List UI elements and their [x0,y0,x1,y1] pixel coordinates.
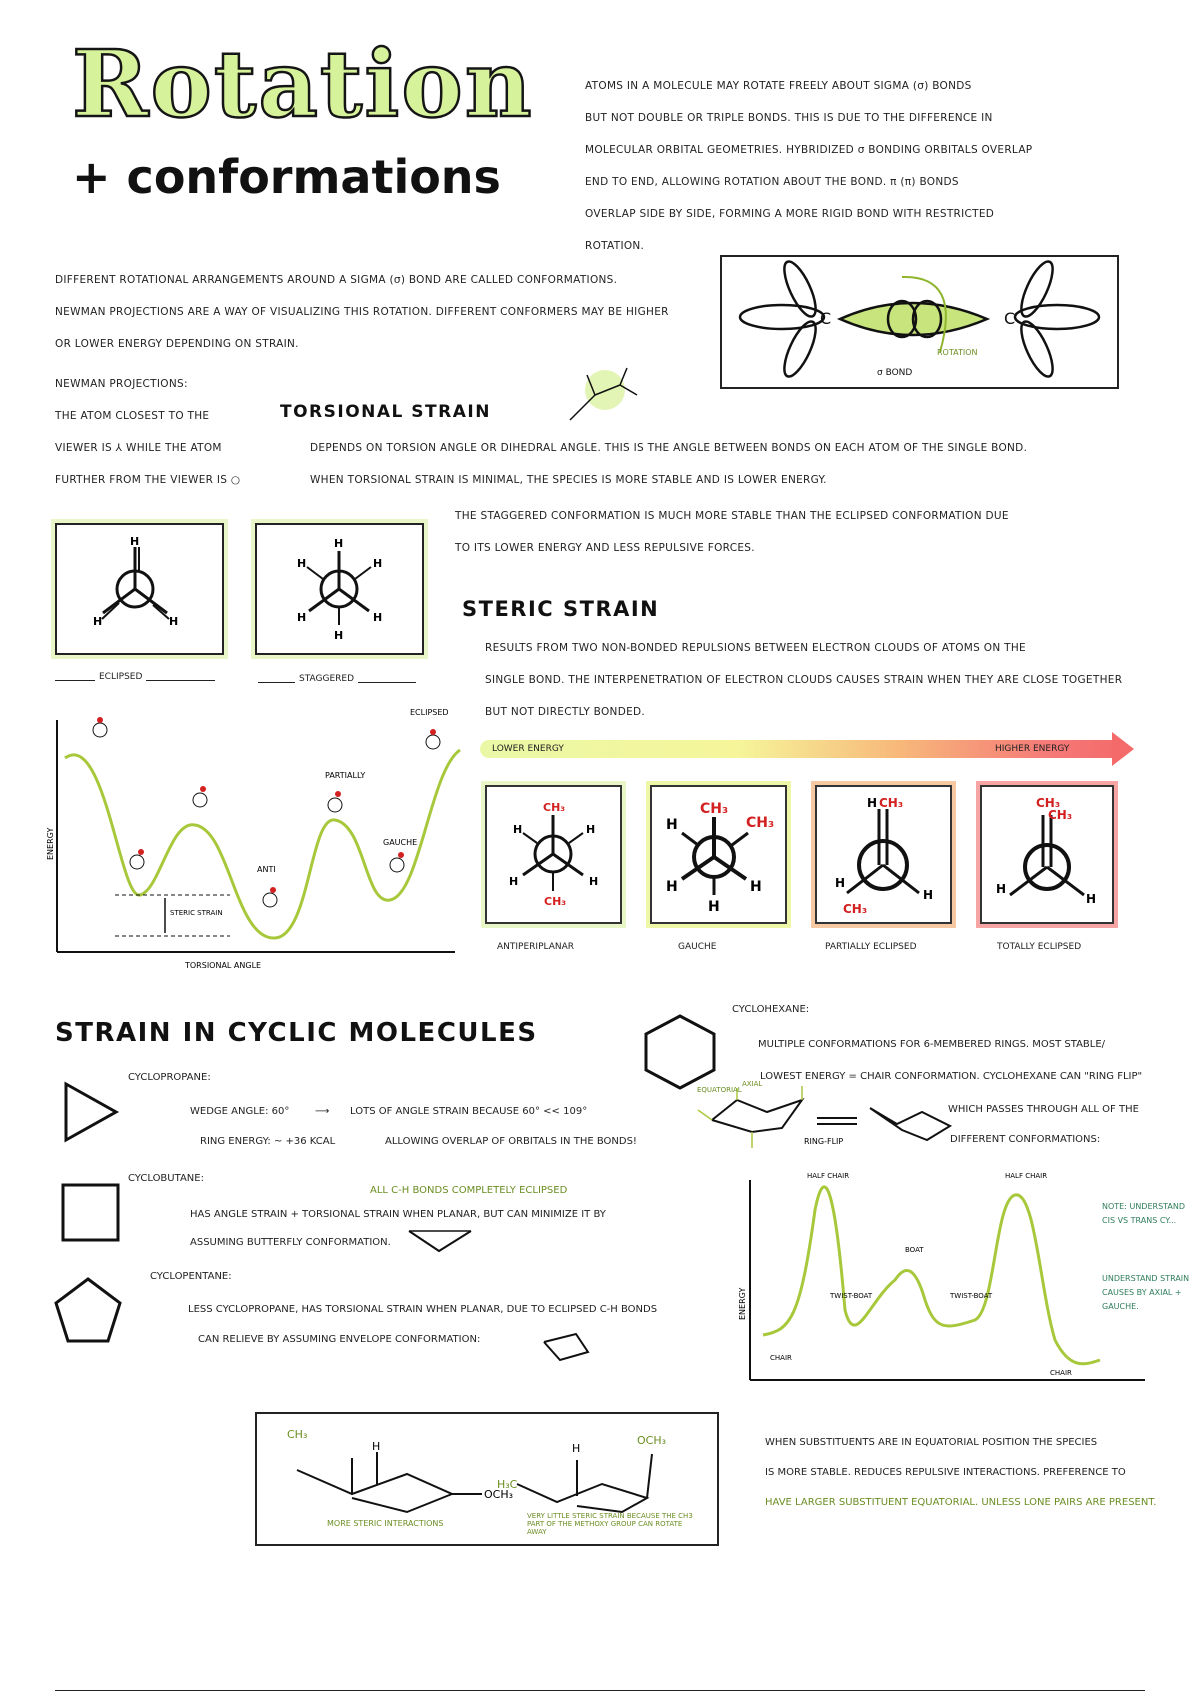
mini-newman-icon [193,786,207,807]
intro-line: OVERLAP SIDE BY SIDE, FORMING A MORE RIGID BOND WITH RESTRICTED [585,208,995,220]
cyclopropane-angle: WEDGE ANGLE: 60° [190,1106,290,1117]
cyclohexane-energy-diagram [738,1170,1150,1385]
atom-h: H [93,615,103,628]
highlight-blob [585,370,625,410]
cyclohexane-title: CYCLOHEXANE: [732,1004,810,1015]
atom-h: H [1086,892,1097,906]
sigma-bond-label: σ BOND [877,368,913,378]
twist-boat-label: TWIST-BOAT [950,1292,993,1300]
steric-heading: STERIC STRAIN [462,597,660,621]
square-shape [63,1185,118,1240]
conformation-line: NEWMAN PROJECTIONS ARE A WAY OF VISUALIZING THIS ROTATION. DIFFERENT CONFORMERS MAY BE HIGHER [55,306,669,318]
steric-line: RESULTS FROM TWO NON-BONDED REPULSIONS BETWEEN ELECTRON CLOUDS OF ATOMS ON THE [485,642,1026,654]
cyclobutane-line: HAS ANGLE STRAIN + TORSIONAL STRAIN WHEN PLANAR, BUT CAN MINIMIZE IT BY [190,1209,606,1220]
half-chair-label: HALF CHAIR [1005,1172,1048,1180]
mini-newman-icon [263,887,277,907]
newman-eclipsed-box [55,523,224,655]
methyl-label: CH₃ [543,801,566,814]
rotation-label: ROTATION [937,348,978,357]
cyclohexane-line: MULTIPLE CONFORMATIONS FOR 6-MEMBERED RINGS. MOST STABLE/ [758,1039,1106,1050]
methyl-label: CH₃ [700,801,729,817]
atom-h: H [169,615,179,628]
substituent-line: WHEN SUBSTITUENTS ARE IN EQUATORIAL POSITION THE SPECIES [765,1437,1098,1448]
more-steric-label: MORE STERIC INTERACTIONS [327,1519,444,1528]
atom-h: H [666,817,678,833]
atom-h: H [750,879,762,895]
torsional-line: TO ITS LOWER ENERGY AND LESS REPULSIVE FORCES. [455,542,755,554]
boat-label: BOAT [905,1246,924,1254]
partially-label: PARTIALLY [325,771,366,780]
ethane-sawhorse-sketch [555,360,645,430]
atom-h: H [372,1440,381,1453]
butane-energy-diagram [45,700,460,970]
mini-newman-icon [93,717,107,737]
equatorial-bond [698,1110,712,1120]
cyclopentane-line: LESS CYCLOPROPANE, HAS TORSIONAL STRAIN WHEN PLANAR, DUE TO ECLIPSED C-H BONDS [188,1304,658,1315]
och3-axial-label: OCH₃ [637,1434,667,1447]
atom-h: H [666,879,678,895]
equatorial-label: EQUATORIAL [697,1086,742,1094]
newman-totally-eclipsed-svg [982,787,1112,922]
atom-h: H [334,537,344,550]
axial-gauche-note: UNDERSTAND STRAIN CAUSES BY AXIAL + GAUCHE. [1102,1274,1190,1311]
y-axis-label: ENERGY [738,1287,747,1320]
orbital-lobe [778,258,821,321]
conformer-label: ANTIPERIPLANAR [497,942,575,952]
cyclohexane-line: DIFFERENT CONFORMATIONS: [950,1134,1101,1145]
energy-curve [763,1187,1100,1364]
bond-line [682,833,698,845]
atom-h: H [572,1442,581,1455]
atom-h: H [513,823,523,836]
carbon-label: C [820,309,832,328]
square-icon [60,1182,122,1244]
orbital-diagram-svg [722,257,1117,387]
bond-line [1047,867,1084,895]
torsional-paragraph-2 [455,500,1175,564]
cyclobutane-note: ALL C-H BONDS COMPLETELY ECLIPSED [370,1185,568,1196]
newman-staggered-box [255,523,424,655]
chair-line [517,1484,647,1512]
atom-h: H [996,882,1007,896]
substituted-cyclohexane-box [255,1412,719,1546]
envelope-shape-icon [540,1330,592,1365]
methyl-label: CH₃ [1048,808,1073,822]
torsional-line: DEPENDS ON TORSION ANGLE OR DIHEDRAL ANGLE. THIS IS THE ANGLE BETWEEN BONDS ON EACH ATOM OF THE SINGLE BOND. [310,442,1028,454]
atom-h: H [373,611,383,624]
newman-description [55,400,265,496]
butterfly-shape-icon [405,1225,475,1255]
atom-h: H [835,876,846,890]
chair-line [712,1100,802,1132]
orbital-diagram [720,255,1119,389]
intro-line: END TO END, ALLOWING ROTATION ABOUT THE BOND. π (π) BONDS [585,176,959,188]
chair-line [297,1470,452,1512]
newman-line: VIEWER IS ⅄ WHILE THE ATOM [55,442,222,454]
bond-line [1010,867,1047,895]
substituent-paragraph [765,1428,1185,1518]
atom-h: H [589,875,599,888]
little-steric-wrapper [527,1512,697,1544]
triangle-shape [66,1084,116,1140]
intro-paragraph [585,70,1145,262]
conformer-label: GAUCHE [678,942,717,952]
atom-h: H [708,899,720,915]
ch3-axial-label: CH₃ [287,1428,308,1441]
newman-heading: NEWMAN PROJECTIONS: [55,378,188,390]
little-steric-label: VERY LITTLE STERIC STRAIN BECAUSE THE CH3 PART OF THE METHOXY GROUP CAN ROTATE AWAY [527,1512,693,1536]
methyl-label: CH₃ [746,815,775,831]
newman-antiperiplanar-svg [487,787,620,922]
atom-h: H [509,875,519,888]
intro-line: ATOMS IN A MOLECULE MAY ROTATE FREELY ABOUT SIGMA (σ) BONDS [585,80,972,92]
chair-label: CHAIR [770,1354,792,1362]
x-axis-label: TORSIONAL ANGLE [185,961,262,970]
bond-line [570,395,595,420]
cyclobutane-title: CYCLOBUTANE: [128,1173,204,1184]
pentagon-shape [56,1279,120,1341]
orbital-lobe [1015,258,1058,321]
hexagon-shape [646,1016,714,1088]
cyclopropane-energy: RING ENERGY: ~ +36 KCAL [200,1136,336,1147]
newman-antiperiplanar [485,785,622,924]
methyl-label: CH₃ [544,895,567,908]
cyclopentane-title: CYCLOPENTANE: [150,1271,232,1282]
mini-newman-icon [328,791,342,812]
cis-trans-note: NOTE: UNDERSTAND CIS VS TRANS CY... [1102,1202,1186,1225]
bond-line [647,1454,652,1498]
bond-line [103,589,135,613]
conformation-line: OR LOWER ENERGY DEPENDING ON STRAIN. [55,338,299,350]
mini-newman-icon [426,729,440,749]
staggered-label: STAGGERED [295,674,358,684]
newman-line: FURTHER FROM THE VIEWER IS ○ [55,474,241,486]
methyl-label: CH₃ [843,902,868,916]
half-chair-label: HALF CHAIR [807,1172,850,1180]
cyclopentane-line: CAN RELIEVE BY ASSUMING ENVELOPE CONFORMATION: [198,1334,481,1345]
newman-partially-eclipsed-svg [817,787,950,922]
chair-label: CHAIR [1050,1369,1072,1377]
newman-eclipsed-svg [57,525,222,653]
butterfly-line [409,1231,471,1251]
page-title: Rotation [72,30,534,138]
bond-line [135,589,167,613]
arrow-head-icon [1112,732,1134,766]
pentagon-icon [52,1275,124,1347]
cyclopropane-title: CYCLOPROPANE: [128,1072,211,1083]
substituent-line: IS MORE STABLE. REDUCES REPULSIVE INTERACTIONS. PREFERENCE TO [765,1467,1126,1478]
substituent-line: HAVE LARGER SUBSTITUENT EQUATORIAL. UNLESS LONE PAIRS ARE PRESENT. [765,1497,1157,1508]
axial-label: AXIAL [742,1080,763,1088]
newman-gauche-svg [652,787,785,922]
atom-h: H [867,796,878,810]
anti-label: ANTI [257,865,276,874]
newman-staggered-svg [257,525,422,653]
conformation-line: DIFFERENT ROTATIONAL ARRANGEMENTS AROUND A SIGMA (σ) BOND ARE CALLED CONFORMATIONS. [55,274,618,286]
arrow-icon: ⟶ [315,1106,330,1117]
methyl-label: CH₃ [1036,796,1061,810]
atom-h: H [923,888,934,902]
atom-h: H [297,557,307,570]
ring-flip-diagram [692,1080,962,1170]
steric-paragraph [485,632,1185,728]
och3-label: OCH₃ [484,1488,514,1501]
bond-line [307,567,323,579]
chair-line [870,1108,950,1140]
torsional-line: THE STAGGERED CONFORMATION IS MUCH MORE STABLE THAN THE ECLIPSED CONFORMATION DUE [455,510,1009,522]
cyclopropane-overlap: ALLOWING OVERLAP OF ORBITALS IN THE BONDS! [385,1136,637,1147]
eclipsed-label: ECLIPSED [410,708,449,717]
bottom-divider [55,1690,1145,1691]
cyclohexane-line: LOWEST ENERGY = CHAIR CONFORMATION. CYCLOHEXANE CAN "RING FLIP" [760,1071,1143,1082]
torsional-heading: TORSIONAL STRAIN [280,402,491,422]
substituted-cyclohexane-svg [257,1414,717,1544]
cyclobutane-line: ASSUMING BUTTERFLY CONFORMATION. [190,1237,391,1248]
bond-line [523,833,537,843]
torsional-paragraph [310,432,1170,496]
envelope-line [544,1334,588,1360]
atom-h: H [297,611,307,624]
newman-line: THE ATOM CLOSEST TO THE [55,410,210,422]
newman-gauche [650,785,787,924]
page-subtitle: + conformations [72,150,501,204]
mini-newman-icon [390,852,404,872]
newman-totally-eclipsed [980,785,1114,924]
conformer-label: TOTALLY ECLIPSED [997,942,1082,952]
newman-partially-eclipsed [815,785,952,924]
mini-newman-icon [130,849,144,869]
cyclohexane-line: WHICH PASSES THROUGH ALL OF THE [948,1104,1139,1115]
y-axis-label: ENERGY [46,827,55,860]
ring-flip-label: RING-FLIP [804,1137,844,1146]
methyl-label: CH₃ [879,796,904,810]
h3c-label: H₃C [497,1478,518,1491]
conformer-label: PARTIALLY ECLIPSED [825,942,917,952]
steric-strain-label: STERIC STRAIN [170,909,223,917]
lower-energy-label: LOWER ENERGY [492,744,564,754]
steric-line: SINGLE BOND. THE INTERPENETRATION OF ELECTRON CLOUDS CAUSES STRAIN WHEN THEY ARE CLOSE TOGETHER [485,674,1123,686]
carbon-label: C [1004,309,1016,328]
atom-h: H [334,629,344,642]
higher-energy-label: HIGHER ENERGY [995,744,1070,754]
eclipsed-label: ECLIPSED [95,672,146,682]
atom-h: H [586,823,596,836]
cyclic-heading: STRAIN IN CYCLIC MOLECULES [55,1018,538,1048]
intro-line: MOLECULAR ORBITAL GEOMETRIES. HYBRIDIZED σ BONDING ORBITALS OVERLAP [585,144,1033,156]
twist-boat-label: TWIST-BOAT [830,1292,873,1300]
cyclopropane-strain: LOTS OF ANGLE STRAIN BECAUSE 60° << 109° [350,1106,588,1117]
steric-line: BUT NOT DIRECTLY BONDED. [485,706,646,718]
bond-line [569,833,583,843]
intro-line: BUT NOT DOUBLE OR TRIPLE BONDS. THIS IS DUE TO THE DIFFERENCE IN [585,112,993,124]
bond-line [732,833,748,845]
atom-h: H [130,535,140,548]
triangle-icon [60,1080,122,1145]
gauche-label: GAUCHE [383,838,418,847]
bond-line [355,567,371,579]
conformation-paragraph [55,264,715,360]
torsional-line: WHEN TORSIONAL STRAIN IS MINIMAL, THE SPECIES IS MORE STABLE AND IS LOWER ENERGY. [310,474,827,486]
atom-h: H [373,557,383,570]
intro-line: ROTATION. [585,240,645,252]
